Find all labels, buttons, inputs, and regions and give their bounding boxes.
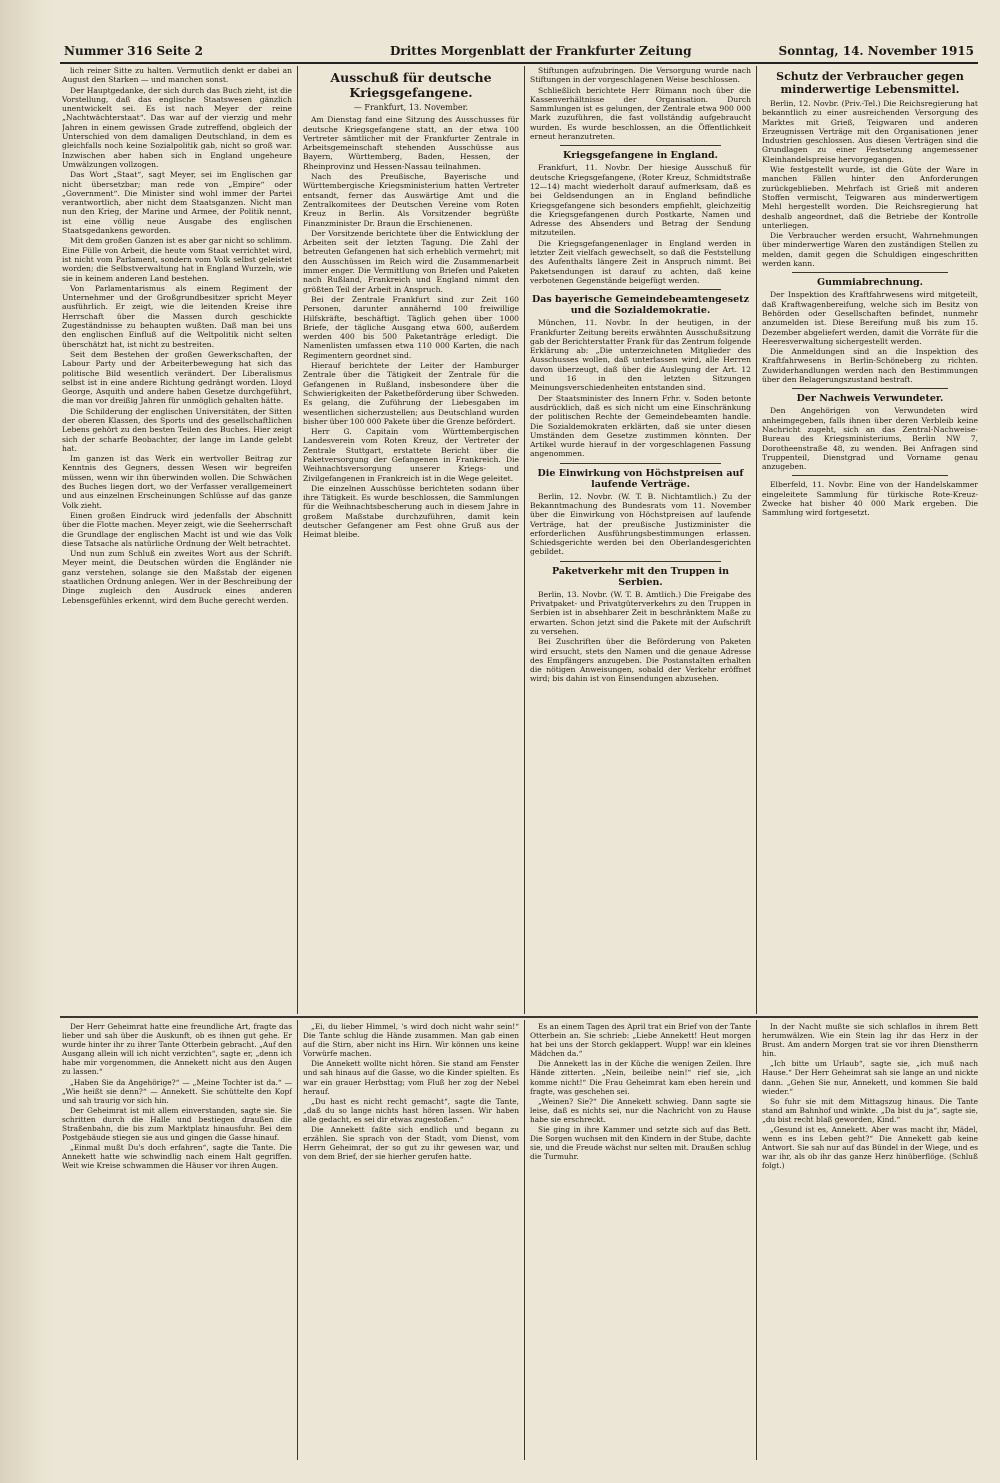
paragraph: Den Angehörigen von Verwundeten wird anheimgegeben, falls ihnen über deren Verbleib keine Nachricht zugeht, sich an das Zentral-Nachweise-Bureau des Kriegsministeriums, Berlin NW 7, Dorotheenstraße 48, zu wenden. Bei Anfragen sind Truppenteil, Dienstgrad und Vorname genau anzugeben. [762, 406, 978, 472]
column-rule [756, 1020, 757, 1460]
paragraph: Einen großen Eindruck wird jedenfalls der Abschnitt über die Flotte machen. Meyer zeigt, wie die Seeherrschaft die Grundlage der englischen Macht ist und wie das Volk diese Tatsache als natürliche Ordnung der Welt betrachtet. [62, 510, 292, 548]
column-rule [297, 1020, 298, 1460]
paragraph: Es an einem Tagen des April trat ein Brief von der Tante Otterbein an. Sie schrieb: „Liebe Annekett! Heut morgen hat bei uns der Storch geklappert. Wupp! war ein kleines Mädchen da.“ [530, 1022, 751, 1059]
page-header [60, 40, 978, 64]
paragraph: „Ei, du lieber Himmel, 's wird doch nicht wahr sein!“ Die Tante schlug die Hände zusammen. Man gab einen auf die Stirn, aber nicht ins Hirn. Wir können uns keine Vorwürfe machen. [303, 1022, 519, 1059]
paragraph: Die Annekett wollte nicht hören. Sie stand am Fenster und sah hinaus auf die Gasse, wo die Kinder spielten. Es war ein grauer Herbsttag; vom Fluß her zog der Nebel herauf. [303, 1059, 519, 1096]
header-issue-page: Nummer 316 Seite 2 [64, 44, 204, 58]
paragraph: Und nun zum Schluß ein zweites Wort aus der Schrift. Meyer meint, die Deutschen würden die Engländer nie ganz verstehen, solange sie den Maßstab der eigenen staatlichen Ordnung anlegen. Wer in der Beschreibung der Dinge zugleich den Ausdruck eines anderen Lebensgefühles erkennt, wird dem Buche gerecht werden. [62, 549, 292, 605]
paragraph: „Haben Sie da Angehörige?“ — „Meine Tochter ist da.“ — „Wie heißt sie denn?“ — Annekett. Sie schüttelte den Kopf und sah traurig vor sich hin. [62, 1077, 292, 1105]
column-2 [303, 66, 519, 1012]
feuilleton-body-3 [530, 1022, 751, 1161]
article-body-serbien [530, 590, 751, 684]
paragraph: Der Hauptgedanke, der sich durch das Buch zieht, ist die Vorstellung, daß das englische Staatswesen gänzlich unentwickelt sei. Es ist nach Meyer der reine „Nachtwächterstaat“. Das war auf der vierzig und mehr Jahren in einem gewissen Grade zutreffend, obgleich der Unterschied von dem damaligen Deutschland, in dem es gleichfalls noch keine Sozialpolitik gab, nicht so groß war. Inzwischen aber haben sich in England ungeheure Umwälzungen vollzogen. [62, 85, 292, 169]
paragraph: Von Parlamentarismus als einem Regiment der Unternehmer und der Großgrundbesitzer spricht Meyer ausführlich. Er zeigt, wie die leitenden Kreise ihre Herrschaft über die Massen durch geschickte Zugeständnisse zu behaupten wußten. Daß man bei uns den englischen Einfluß auf die Weltpolitik nicht selten überschätzt hat, ist nicht zu bestreiten. [62, 283, 292, 349]
paragraph: Die Kriegsgefangenenlager in England werden in letzter Zeit vielfach gewechselt, so daß die Feststellung des Aufenthalts längere Zeit in Anspruch nimmt. Bei Paketsendungen ist darauf zu achten, daß keine verbotenen Gegenstände beigefügt werden. [530, 238, 751, 285]
column-rule [524, 1020, 525, 1460]
paragraph: Die Schilderung der englischen Universitäten, der Sitten der oberen Klassen, des Sports und des gesellschaftlichen Lebens gehört zu den besten Teilen des Buches. Hier zeigt sich der scharfe Beobachter, der lange im Lande gelebt hat. [62, 406, 292, 453]
paragraph: „Einmal mußt Du's doch erfahren“, sagte die Tante. Die Annekett hatte wie schwindlig nach einem Halt gegriffen. Weit wie Kreise schwammen die Häuser vor ihren Augen. [62, 1143, 292, 1171]
column-4 [762, 66, 978, 1012]
feuilleton-column-3 [530, 1022, 751, 1462]
paragraph: Hierauf berichtete der Leiter der Hamburger Zentrale über die Tätigkeit der Zentrale für die Gefangenen in Rußland, insbesondere über die Schwierigkeiten der Paketbeförderung über Schweden. Es gelang, die Zuführung der Liebesgaben im wesentlichen sicherzustellen; aus Deutschland wurden bisher über 100 000 Pakete über die Grenze befördert. [303, 361, 519, 426]
paragraph: Der Geheimrat ist mit allem einverstanden, sagte sie. Sie schritten durch die Halle und bestiegen draußen die Straßenbahn, die bis zum Marktplatz hinausfuhr. Bei dem Postgebäude stiegen sie aus und gingen die Gasse hinauf. [62, 1105, 292, 1143]
column-2-body [303, 115, 519, 539]
feuilleton-rule [60, 1016, 978, 1018]
paragraph: „Du hast es nicht recht gemacht“, sagte die Tante, „daß du so lange nichts hast hören lassen. Wir haben alle gedacht, es sei dir etwas zugestoßen.“ [303, 1096, 519, 1124]
paragraph: Im ganzen ist das Werk ein wertvoller Beitrag zur Kenntnis des Gegners, dessen Wesen wir begreifen müssen, wenn wir ihn überwinden wollen. Die Schwächen des Buches liegen dort, wo der Verfasser verallgemeinert und aus einzelnen Erscheinungen Schlüsse auf das ganze Volk zieht. [62, 454, 292, 510]
paragraph: Der Herr Geheimrat hatte eine freundliche Art, fragte das lieber und sah über die Auskunft, ob es ihnen gut gehe. Er wurde hinter ihr zu ihrer Tante Otterbein gebracht. „Auf den Ausgang allein will ich nicht verzichten“, sagte er, „denn ich habe mir vorgenommen, die Annekett nicht aus den Augen zu lassen.“ [62, 1022, 292, 1077]
paragraph: Seit dem Bestehen der großen Gewerkschaften, der Labour Party und der Arbeiterbewegung hat sich das politische Bild wesentlich verändert. Der Liberalismus selbst ist in eine andere Richtung gedrängt worden. Lloyd George, Asquith und andere haben Gesetze durchgeführt, die man vor dreißig Jahren für unmöglich gehalten hätte. [62, 349, 292, 406]
paragraph: München, 11. Novbr. In der heutigen, in der Frankfurter Zeitung bereits erwähnten Ausschußsitzung gab der Berichterstatter Frank für das Zentrum folgende Erklärung ab: „Die unterzeichneten Mitglieder des Ausschusses wollen, daß unterlassen wird, alle Herren davon überzeugt, daß über die Auslegung der Art. 12 und 16 in den letzten Sitzungen Meinungsverschiedenheiten entstanden sind. [530, 318, 751, 393]
article-title-hoechstpreise: Die Einwirkung von Höchstpreisen auf laufende Verträge. [537, 467, 744, 490]
feuilleton-column-4 [762, 1022, 978, 1462]
header-masthead: Drittes Morgenblatt der Frankfurter Zeitung [390, 44, 692, 58]
paragraph: „Gesund ist es, Annekett. Aber was macht ihr, Mädel, wenn es ins Leben geht?“ Die Annekett gab keine Antwort. Sie sah nur auf das Bündel in der Wiege, und es war ihr, als ob ihr das ganze Herz hinüberflöge. (Schluß folgt.) [762, 1125, 978, 1171]
paragraph: „Ich bitte um Urlaub“, sagte sie, „ich muß nach Hause.“ Der Herr Geheimrat sah sie lange an und nickte dann. „Gehen Sie nur, Annekett, und kommen Sie bald wieder.“ [762, 1059, 978, 1096]
section-divider [792, 475, 948, 476]
binding-shadow [0, 0, 52, 1483]
article-body-verwundete [762, 406, 978, 471]
paragraph: Nach des Preußische, Bayerische und Württembergische Kriegsministerium hatten Vertreter entsandt, ferner das Auswärtige Amt und die Zentralkomitees der Deutschen Vereine vom Roten Kreuz in Berlin. Als Vorsitzender begrüßte Finanzminister Dr. Braun die Erschienenen. [303, 172, 519, 228]
column-1-body [62, 66, 292, 605]
paragraph: Die Anmeldungen sind an die Inspektion des Kraftfahrwesens in Berlin-Schöneberg zu richten. Zuwiderhandlungen werden nach den Bestimmungen über den Belagerungszustand bestraft. [762, 347, 978, 385]
paragraph: Der Vorsitzende berichtete über die Entwicklung der Arbeiten seit der letzten Tagung. Die Zahl der betreuten Gefangenen hat sich erheblich vermehrt; mit den Ausschüssen im Reich wird die Zusammenarbeit immer enger. Die Vermittlung von Briefen und Paketen nach Rußland, Frankreich und England nimmt den größten Teil der Arbeit in Anspruch. [303, 228, 519, 294]
paragraph: Wie festgestellt wurde, ist die Güte der Ware in manchen Fällen hinter den Anforderungen zurückgeblieben. Mehrfach ist Grieß mit anderen Stoffen vermischt, Teigwaren aus minderwertigem Mehl hergestellt worden. Die Reichsregierung hat deshalb angeordnet, daß die Betriebe der Kontrolle unterliegen. [762, 165, 978, 230]
feuilleton-body-2 [303, 1022, 519, 1161]
paragraph: Mit dem großen Ganzen ist es aber gar nicht so schlimm. Eine Fülle von Arbeit, die heute vom Staat verrichtet wird, ist nicht vom Parlament, sondern vom Volk selbst geleistet worden; die Selbstverwaltung hat in England Wurzeln, wie sie in keinem anderen Land bestehen. [62, 236, 292, 283]
paragraph: Herr G. Capitain vom Württembergischen Landesverein vom Roten Kreuz, der Vertreter der Zentrale Stuttgart, erstattete Bericht über die Paketversorgung der Gefangenen in Frankreich. Die Weihnachtsversorgung unserer Kriegs- und Zivilgefangenen in Frankreich ist in die Wege geleitet. [303, 427, 519, 483]
feuilleton-column-1 [62, 1022, 292, 1462]
article-body-gummi [762, 290, 978, 384]
paragraph: Am Dienstag fand eine Sitzung des Ausschusses für deutsche Kriegsgefangene statt, an der etwa 100 Vertreter sämtlicher mit der Frankfurter Zentrale in Arbeitsgemeinschaft stehenden Ausschüsse aus Bayern, Württemberg, Baden, Hessen, der Rheinprovinz und Hessen-Nassau teilnahmen. [303, 115, 519, 171]
article-body-england [530, 163, 751, 285]
article-body-hoechstpreise [530, 492, 751, 557]
section-divider [560, 289, 721, 290]
paragraph: Schließlich berichtete Herr Rümann noch über die Kassenverhältnisse der Organisation. Durch Sammlungen ist es gelungen, der Zentrale etwa 900 000 Mark zuzuführen, die fast vollständig aufgebraucht wurden. Es wurde beschlossen, an die Öffentlichkeit erneut heranzutreten. [530, 85, 751, 142]
section-divider [792, 272, 948, 273]
paragraph: Der Staatsminister des Innern Frhr. v. Soden betonte ausdrücklich, daß es sich nicht um eine Einschränkung der politischen Rechte der Gemeindebeamten handle. Die Sozialdemokraten erklärten, daß sie unter diesen Umständen dem Gesetze zustimmen könnten. Der Artikel wurde hierauf in der vorgeschlagenen Fassung angenommen. [530, 393, 751, 459]
article-title-serbien: Paketverkehr mit den Truppen in Serbien. [551, 565, 730, 588]
article-title-england: Kriegsgefangene in England. [563, 150, 718, 162]
column-3 [530, 66, 751, 1012]
column-rule [756, 66, 757, 1014]
article-title-verbraucher: Schutz der Verbraucher gegen minderwertige Lebensmittel. [776, 70, 964, 96]
column-rule [524, 66, 525, 1014]
article-dateline: — Frankfurt, 13. November. [353, 103, 469, 112]
paragraph: Stiftungen aufzubringen. Die Versorgung wurde nach Stiftungen in der vorgeschlagenen Weise beschlossen. [530, 66, 751, 85]
column-1 [62, 66, 292, 1012]
article-title-verwundete: Der Nachweis Verwundeter. [796, 393, 944, 405]
paragraph: Frankfurt, 11. Novbr. Der hiesige Ausschuß für deutsche Kriegsgefangene, (Roter Kreuz, Schmidtstraße 12—14) macht wiederholt darauf aufmerksam, daß es bei Geldsendungen an in England befindliche Kriegsgefangene sich besonders empfiehlt, gleichzeitig die Kriegsgefangenen durch Postkarte, Namen und Adresse des Absenders und Betrag der Sendung mitzuteilen. [530, 163, 751, 238]
section-divider [560, 463, 721, 464]
paragraph: Die Annekett faßte sich endlich und begann zu erzählen. Sie sprach von der Stadt, vom Dienst, vom Herrn Geheimrat, der so gut zu ihr gewesen war, und von dem Brief, der sie hierher gerufen hatte. [303, 1125, 519, 1162]
section-divider [560, 561, 721, 562]
paragraph: Die Annekett las in der Küche die wenigen Zeilen. Ihre Hände zitterten. „Nein, beileibe nein!“ rief sie, „ich komme nicht!“ Die Frau Geheimrat kam eben herein und fragte, was geschehen sei. [530, 1059, 751, 1096]
paragraph: Die einzelnen Ausschüsse berichteten sodann über ihre Tätigkeit. Es wurde beschlossen, die Sammlungen für die Weihnachtsbescherung auch in diesem Jahre in großem Maßstabe durchzuführen, damit kein deutscher Gefangener am Fest ohne Gruß aus der Heimat bleibe. [303, 483, 519, 540]
paragraph: So fuhr sie mit dem Mittagszug hinaus. Die Tante stand am Bahnhof und winkte. „Da bist du ja“, sagte sie, „du bist recht blaß geworden, Kind.“ [762, 1096, 978, 1124]
paragraph: Der Inspektion des Kraftfahrwesens wird mitgeteilt, daß Kraftwagenbereifung, welche sich im Besitz von Behörden oder Gesellschaften befindet, nunmehr anzumelden ist. Diese Bereifung muß bis zum 15. Dezember abgeliefert werden, damit die Vorräte für die Heeresverwaltung sichergestellt werden. [762, 290, 978, 346]
section-divider [792, 388, 948, 389]
column-3-intro [530, 66, 751, 141]
paragraph: Sie ging in ihre Kammer und setzte sich auf das Bett. Die Sorgen wuchsen mit den Kindern in der Stube, dachte sie, und die Freude wächst nur selten mit. Draußen schlug die Turmuhr. [530, 1125, 751, 1162]
paragraph: Bei Zuschriften über die Beförderung von Paketen wird ersucht, stets den Namen und die genaue Adresse des Empfängers anzugeben. Die Postanstalten erhalten die nötigen Anweisungen, sobald der Verkehr eröffnet wird; bis dahin ist von Einsendungen abzusehen. [530, 637, 751, 684]
paragraph: Bei der Zentrale Frankfurt sind zur Zeit 160 Personen, darunter annähernd 100 freiwillige Hilfskräfte, beschäftigt. Täglich gehen über 1000 Briefe, der tägliche Ausgang etwa 600, außerdem werden 400 bis 500 Paketanträge erledigt. Die Namenlisten umfassen etwa 110 000 Karten, die nach Regimentern geordnet sind. [303, 294, 519, 360]
paragraph: Berlin, 13. Novbr. (W. T. B. Amtlich.) Die Freigabe des Privatpaket- und Privatgüterverkehrs zu den Truppen in Serbien ist in absehbarer Zeit in beschränktem Maße zu erwarten. Schon jetzt sind die Pakete mit der Aufschrift zu versehen. [530, 589, 751, 636]
paragraph: Die Verbraucher werden ersucht, Wahrnehmungen über minderwertige Waren den zuständigen Stellen zu melden, damit gegen die Schuldigen eingeschritten werden kann. [762, 231, 978, 269]
article-title-bayern: Das bayerische Gemeindebeamtengesetz und die Sozialdemokratie. [532, 294, 749, 317]
article-title-gummi: Gummiabrechnung. [817, 277, 923, 289]
header-date: Sonntag, 14. November 1915 [778, 44, 974, 58]
paragraph: lich reiner Sitte zu halten. Vermutlich denkt er dabei an August den Starken — und manchen sonst. [62, 66, 292, 85]
paragraph: Berlin, 12. Novbr. (Priv.-Tel.) Die Reichsregierung hat bekanntlich zu einer ausreichenden Versorgung des Marktes mit Grieß, Teigwaren und anderen Erzeugnissen Verträge mit den Organisationen jener Industrien geschlossen. Aus diesen Verträgen sind die Grundlagen zu einer Festsetzung angemessener Kleinhandelspreise hervorgegangen. [762, 99, 978, 164]
article-title-kriegsgefangene: Ausschuß für deutsche Kriegsgefangene. [330, 70, 492, 100]
feuilleton-column-2 [303, 1022, 519, 1462]
paragraph: Das Wort „Staat“, sagt Meyer, sei im Englischen gar nicht übersetzbar; man rede von „Empire“ oder „Government“. Die Minister sind wohl immer der Partei verantwortlich, aber nicht dem Staatsganzen. Nicht man nun den Krieg, der Marine und Armee, der Politik nennt, ist eine völlig neue Ausgabe des englischen Staatsgedankens geworden. [62, 170, 292, 236]
paragraph: „Weinen? Sie?“ Die Annekett schwieg. Dann sagte sie leise, daß es nichts sei, nur die Nachricht von zu Hause habe sie erschreckt. [530, 1096, 751, 1124]
article-body-verbraucher [762, 99, 978, 268]
news-note-elberfeld: Elberfeld, 11. Novbr. Eine von der Handelskammer eingeleitete Sammlung für türkische Rote-Kreuz-Zwecke hat bisher 40 000 Mark ergeben. Die Sammlung wird fortgesetzt. [762, 480, 978, 518]
section-divider [560, 145, 721, 146]
article-body-bayern [530, 318, 751, 458]
column-rule [297, 66, 298, 1014]
paragraph: In der Nacht mußte sie sich schlaflos in ihrem Bett herumwälzen. Wie ein Stein lag ihr das Herz in der Brust. Am andern Morgen trat sie vor ihren Dienstherrn hin. [762, 1022, 978, 1059]
paragraph: Berlin, 12. Novbr. (W. T. B. Nichtamtlich.) Zu der Bekanntmachung des Bundesrats vom 11. November über die Einwirkung von Höchstpreisen auf laufende Verträge, hat der preußische Justizminister die erforderlichen Ausführungsbestimmungen erlassen. Schiedsgerichte werden bei den Oberlandesgerichten gebildet. [530, 491, 751, 557]
feuilleton-body-4 [762, 1022, 978, 1171]
feuilleton-body-1 [62, 1022, 292, 1171]
